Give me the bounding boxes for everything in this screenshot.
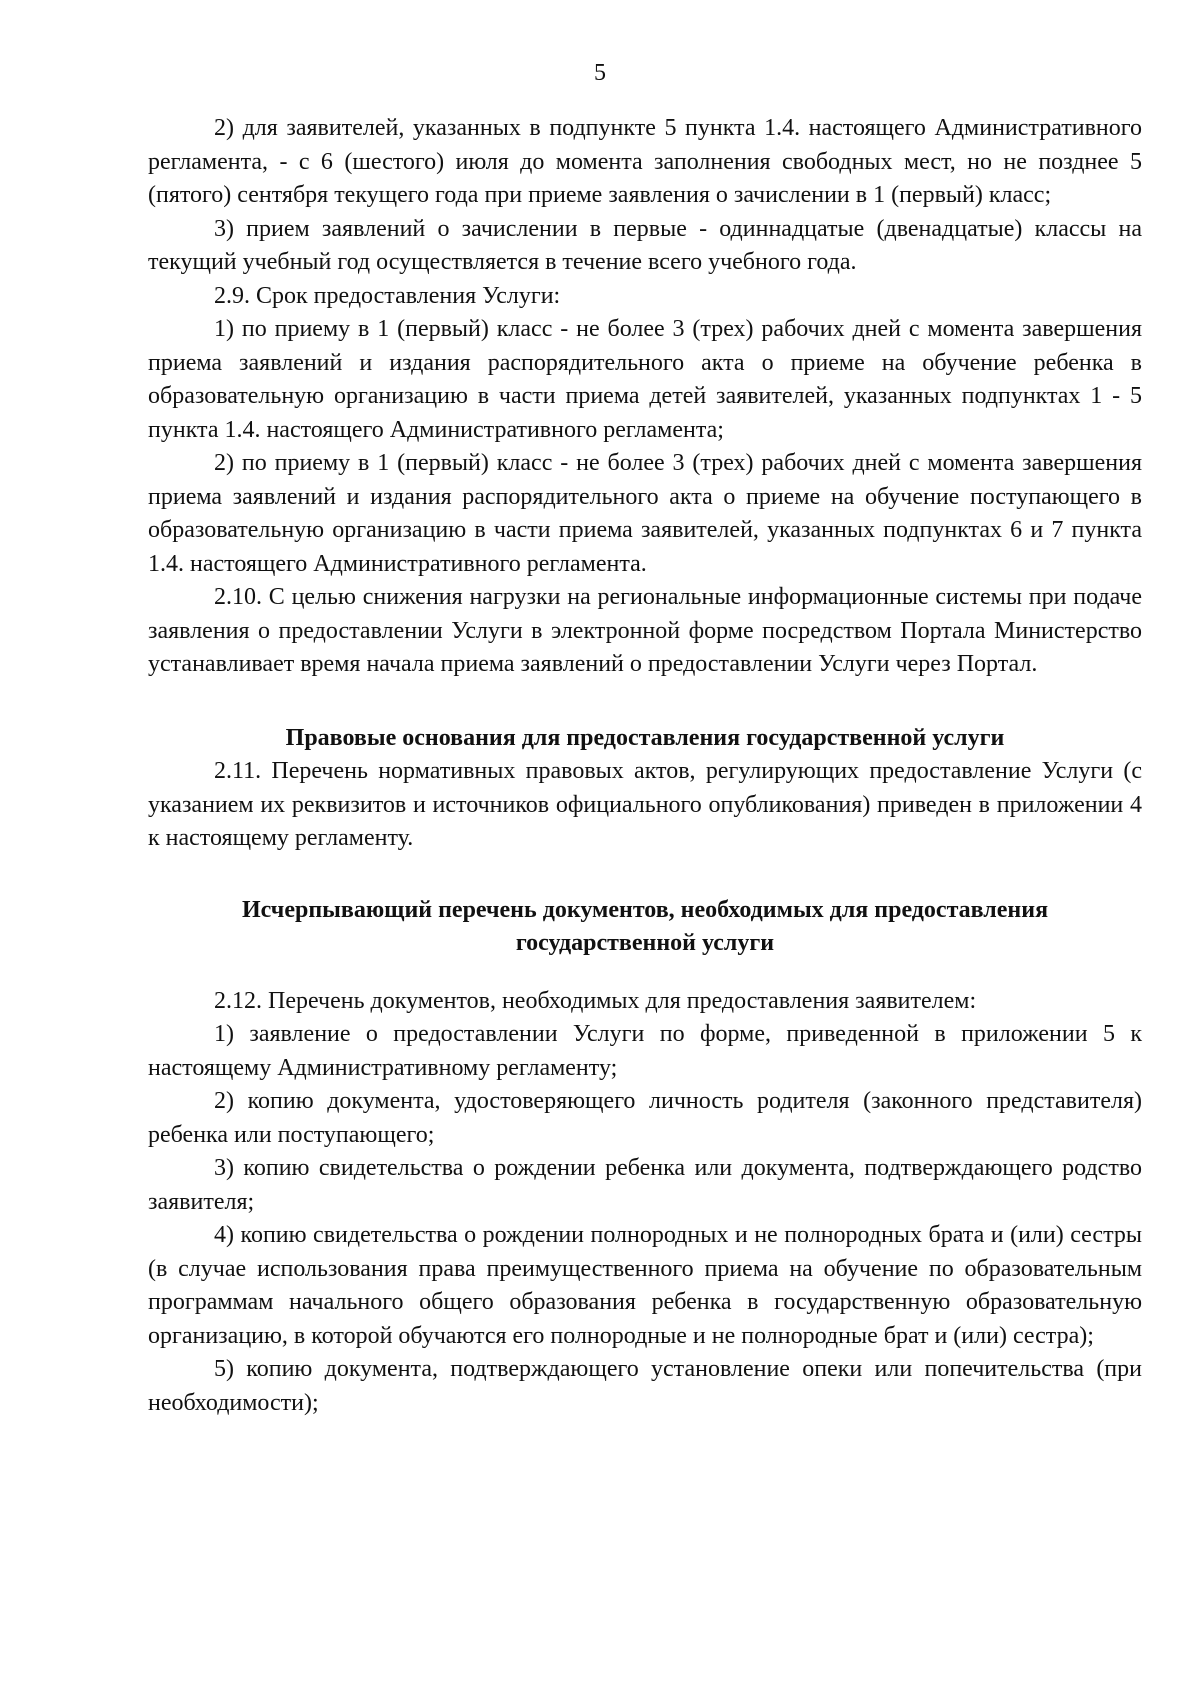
paragraph-2-12-4: 4) копию свидетельства о рождении полнородных и не полнородных брата и (или) сестры (в случае использования права преимущественного приема на обучение по образовательным программам начального общего образования ребенка в государственную образовательную организацию, в которой обучаются его полнородные и не полнородные брат и (или) сестра); <box>148 1222 1142 1349</box>
paragraph-2-8-2: 2) для заявителей, указанных в подпункте 5 пункта 1.4. настоящего Административного регламента, - с 6 (шестого) июля до момента заполнения свободных мест, но не позднее 5 (пятого) сентября текущего года при приеме заявления о зачислении в 1 (первый) класс; <box>148 115 1142 208</box>
paragraph-2-10: 2.10. С целью снижения нагрузки на региональные информационные системы при подаче заявления о предоставлении Услуги в электронной форме посредством Портала Министерство устанавливает время начала приема заявлений о предоставлении Услуги через Портал. <box>148 584 1142 677</box>
paragraph-2-12-5: 5) копию документа, подтверждающего установление опеки или попечительства (при необходимости); <box>148 1356 1142 1416</box>
paragraph-2-12: 2.12. Перечень документов, необходимых для предоставления заявителем: <box>214 987 977 1014</box>
section-spacer <box>148 682 1142 722</box>
paragraph-2-12-2: 2) копию документа, удостоверяющего личность родителя (законного представителя) ребенка или поступающего; <box>148 1088 1142 1148</box>
paragraph-2-12-3: 3) копию свидетельства о рождении ребенка или документа, подтверждающего родство заявителя; <box>148 1155 1142 1215</box>
paragraph-2-12-1: 1) заявление о предоставлении Услуги по форме, приведенной в приложении 5 к настоящему Административному регламенту; <box>148 1021 1142 1081</box>
document-body <box>148 112 1142 1420</box>
paragraph-2-9: 2.9. Срок предоставления Услуги: <box>214 282 561 309</box>
section-title-legal: Правовые основания для предоставления государственной услуги <box>285 724 1005 751</box>
section-title-documents-line1: Исчерпывающий перечень документов, необходимых для предоставления <box>241 896 1049 923</box>
paragraph-2-9-2: 2) по приему в 1 (первый) класс - не более 3 (трех) рабочих дней с момента завершения приема заявлений и издания распорядительного акта о приеме на обучение поступающего в образовательную организацию в части приема заявителей, указанных подпунктах 6 и 7 пункта 1.4. настоящего Административного регламента. <box>148 450 1142 577</box>
paragraph-2-9-1: 1) по приему в 1 (первый) класс - не более 3 (трех) рабочих дней с момента завершения приема заявлений и издания распорядительного акта о приеме на обучение ребенка в образовательную организацию в части приема детей заявителей, указанных подпунктах 1 - 5 пункта 1.4. настоящего Административного регламента; <box>148 316 1142 443</box>
section-spacer <box>148 961 1142 985</box>
section-spacer <box>148 856 1142 894</box>
page-number: 5 <box>594 60 606 86</box>
section-title-documents-line2: государственной услуги <box>515 930 775 956</box>
paragraph-2-11: 2.11. Перечень нормативных правовых актов, регулирующих предоставление Услуги (с указанием их реквизитов и источников официального опубликования) приведен в приложении 4 к настоящему регламенту. <box>148 758 1142 851</box>
paragraph-2-8-3: 3) прием заявлений о зачислении в первые - одиннадцатые (двенадцатые) классы на текущий учебный год осуществляется в течение всего учебного года. <box>148 215 1142 275</box>
